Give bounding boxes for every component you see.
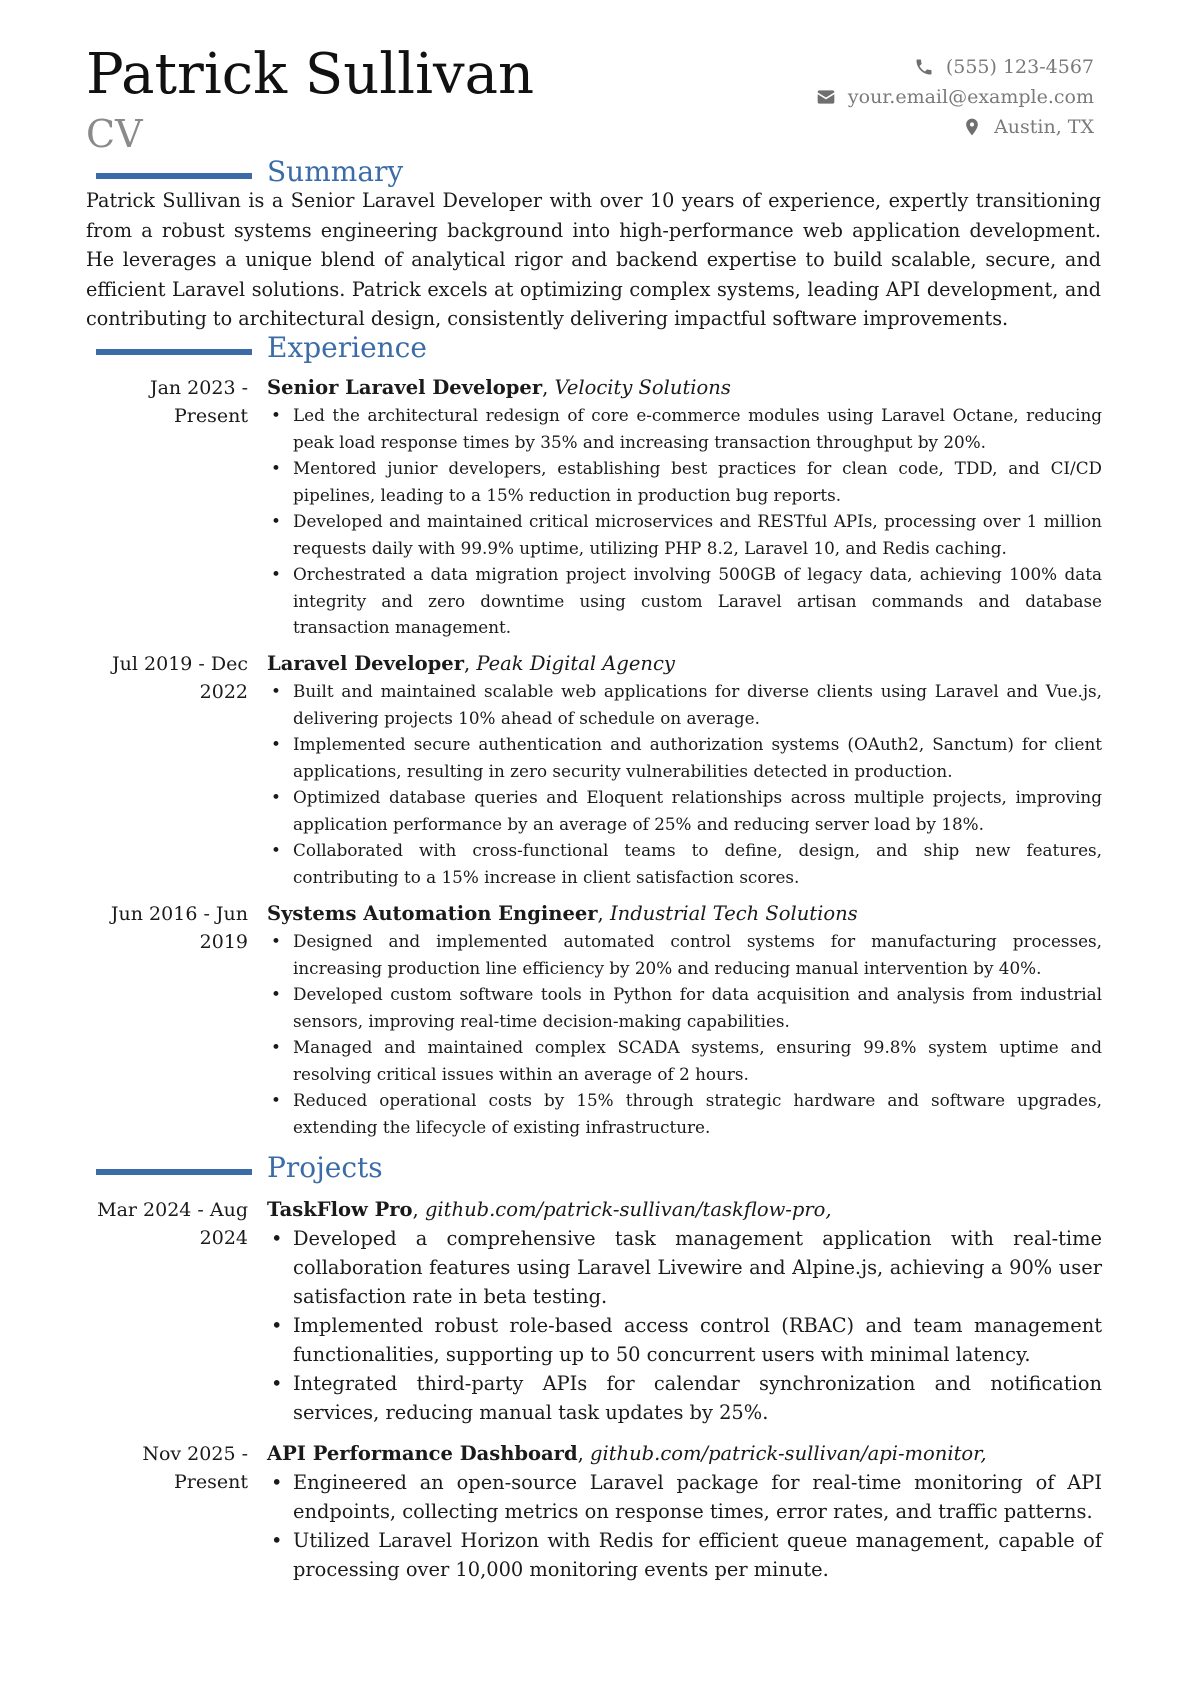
list-item: • Implemented robust role-based access control (RBAC) and team management functionalities, supporting up to 50 concurrent users with minimal latency.: [267, 1311, 1102, 1369]
list-item: • Orchestrated a data migration project involving 500GB of legacy data, achieving 100% data integrity and zero downtime using custom Laravel artisan commands and database transaction management.: [267, 561, 1102, 641]
list-item: • Developed and maintained critical microservices and RESTful APIs, processing over 1 million requests daily with 99.9% uptime, utilizing PHP 8.2, Laravel 10, and Redis caching.: [267, 508, 1102, 561]
bullet-list: [267, 928, 1102, 1140]
list-item: • Mentored junior developers, establishing best practices for clean code, TDD, and CI/CD pipelines, leading to a 15% reduction in production bug reports.: [267, 455, 1102, 508]
list-item: • Reduced operational costs by 15% through strategic hardware and software upgrades, extending the lifecycle of existing infrastructure.: [267, 1087, 1102, 1140]
full-name: Patrick Sullivan: [86, 42, 535, 107]
entry-date: Mar 2024 - Aug 2024: [97, 1199, 248, 1249]
project-name: API Performance Dashboard: [267, 1442, 578, 1465]
bullet-list: [267, 1224, 1102, 1427]
job-role: Senior Laravel Developer: [267, 376, 543, 399]
section-title-projects: Projects: [267, 1151, 383, 1184]
bullet-list: [267, 678, 1102, 890]
job-company: Velocity Solutions: [554, 376, 731, 399]
bullet-list: [267, 1468, 1102, 1584]
summary-text: Patrick Sullivan is a Senior Laravel Developer with over 10 years of experience, expertly transitioning from a robust systems engineering background into high-performance web application development. He leverages a unique blend of analytical rigor and backend expertise to build scalable, secure, and efficient Laravel solutions. Patrick excels at optimizing complex systems, leading API development, and contributing to architectural design, consistently delivering impactful software improvements.: [86, 189, 1101, 330]
job-company: Industrial Tech Solutions: [609, 902, 858, 925]
list-item: • Engineered an open-source Laravel package for real-time monitoring of API endpoints, collecting metrics on response times, error rates, and traffic patterns.: [267, 1468, 1102, 1526]
section-accent-bar: [96, 349, 252, 355]
entry-title: Senior Laravel Developer, Velocity Solutions: [267, 376, 731, 399]
email-text[interactable]: your.email@example.com: [847, 86, 1094, 108]
projects-section-header: [0, 1151, 1190, 1188]
entry-date: Jun 2016 - Jun 2019: [110, 903, 248, 953]
list-item: • Built and maintained scalable web applications for diverse clients using Laravel and Vue.js, delivering projects 10% ahead of schedule on average.: [267, 678, 1102, 731]
entry-date: Jan 2023 - Present: [149, 377, 248, 427]
project-link[interactable]: github.com/patrick-sullivan/api-monitor,: [590, 1442, 987, 1465]
project-link[interactable]: github.com/patrick-sullivan/taskflow-pro,: [424, 1198, 832, 1221]
entry-title: Laravel Developer, Peak Digital Agency: [267, 652, 675, 675]
phone-icon: [914, 57, 934, 77]
entry-date: Jul 2019 - Dec 2022: [112, 653, 248, 703]
contact-phone: [816, 52, 1094, 82]
project-name: TaskFlow Pro: [267, 1198, 413, 1221]
list-item: • Led the architectural redesign of core e-commerce modules using Laravel Octane, reducing peak load response times by 35% and increasing transaction throughput by 20%.: [267, 402, 1102, 455]
list-item: • Implemented secure authentication and authorization systems (OAuth2, Sanctum) for client applications, resulting in zero security vulnerabilities detected in production.: [267, 731, 1102, 784]
entry-date: Nov 2025 - Present: [142, 1443, 248, 1493]
contact-email: [816, 82, 1094, 112]
bullet-list: [267, 402, 1102, 641]
contact-block: [816, 52, 1094, 142]
job-role: Systems Automation Engineer: [267, 902, 598, 925]
entry-title: TaskFlow Pro, github.com/patrick-sullivan/taskflow-pro,: [267, 1198, 832, 1221]
section-accent-bar: [96, 1169, 252, 1175]
map-marker-icon: [962, 117, 982, 137]
entry-title: API Performance Dashboard, github.com/patrick-sullivan/api-monitor,: [267, 1442, 987, 1465]
list-item: • Integrated third-party APIs for calendar synchronization and notification services, reducing manual task updates by 25%.: [267, 1369, 1102, 1427]
list-item: • Developed custom software tools in Python for data acquisition and analysis from industrial sensors, improving real-time decision-making capabilities.: [267, 981, 1102, 1034]
section-title-summary: Summary: [267, 155, 404, 188]
section-accent-bar: [96, 173, 252, 179]
contact-location: [816, 112, 1094, 142]
phone-text: (555) 123-4567: [945, 56, 1094, 78]
list-item: • Utilized Laravel Horizon with Redis for efficient queue management, capable of processing over 10,000 monitoring events per minute.: [267, 1526, 1102, 1584]
job-role: Laravel Developer: [267, 652, 464, 675]
list-item: • Designed and implemented automated control systems for manufacturing processes, increasing production line efficiency by 20% and reducing manual intervention by 40%.: [267, 928, 1102, 981]
list-item: • Collaborated with cross-functional teams to define, design, and ship new features, contributing to a 15% increase in client satisfaction scores.: [267, 837, 1102, 890]
list-item: • Optimized database queries and Eloquent relationships across multiple projects, improving application performance by an average of 25% and reducing server load by 18%.: [267, 784, 1102, 837]
section-title-experience: Experience: [267, 331, 427, 364]
list-item: • Developed a comprehensive task management application with real-time collaboration features using Laravel Livewire and Alpine.js, achieving a 90% user satisfaction rate in beta testing.: [267, 1224, 1102, 1311]
job-company: Peak Digital Agency: [476, 652, 675, 675]
list-item: • Managed and maintained complex SCADA systems, ensuring 99.8% system uptime and resolving critical issues within an average of 2 hours.: [267, 1034, 1102, 1087]
envelope-icon: [816, 87, 836, 107]
entry-title: Systems Automation Engineer, Industrial Tech Solutions: [267, 902, 858, 925]
experience-section-header: [0, 331, 1190, 368]
document-subtitle: CV: [86, 112, 143, 156]
location-text: Austin, TX: [994, 116, 1094, 138]
